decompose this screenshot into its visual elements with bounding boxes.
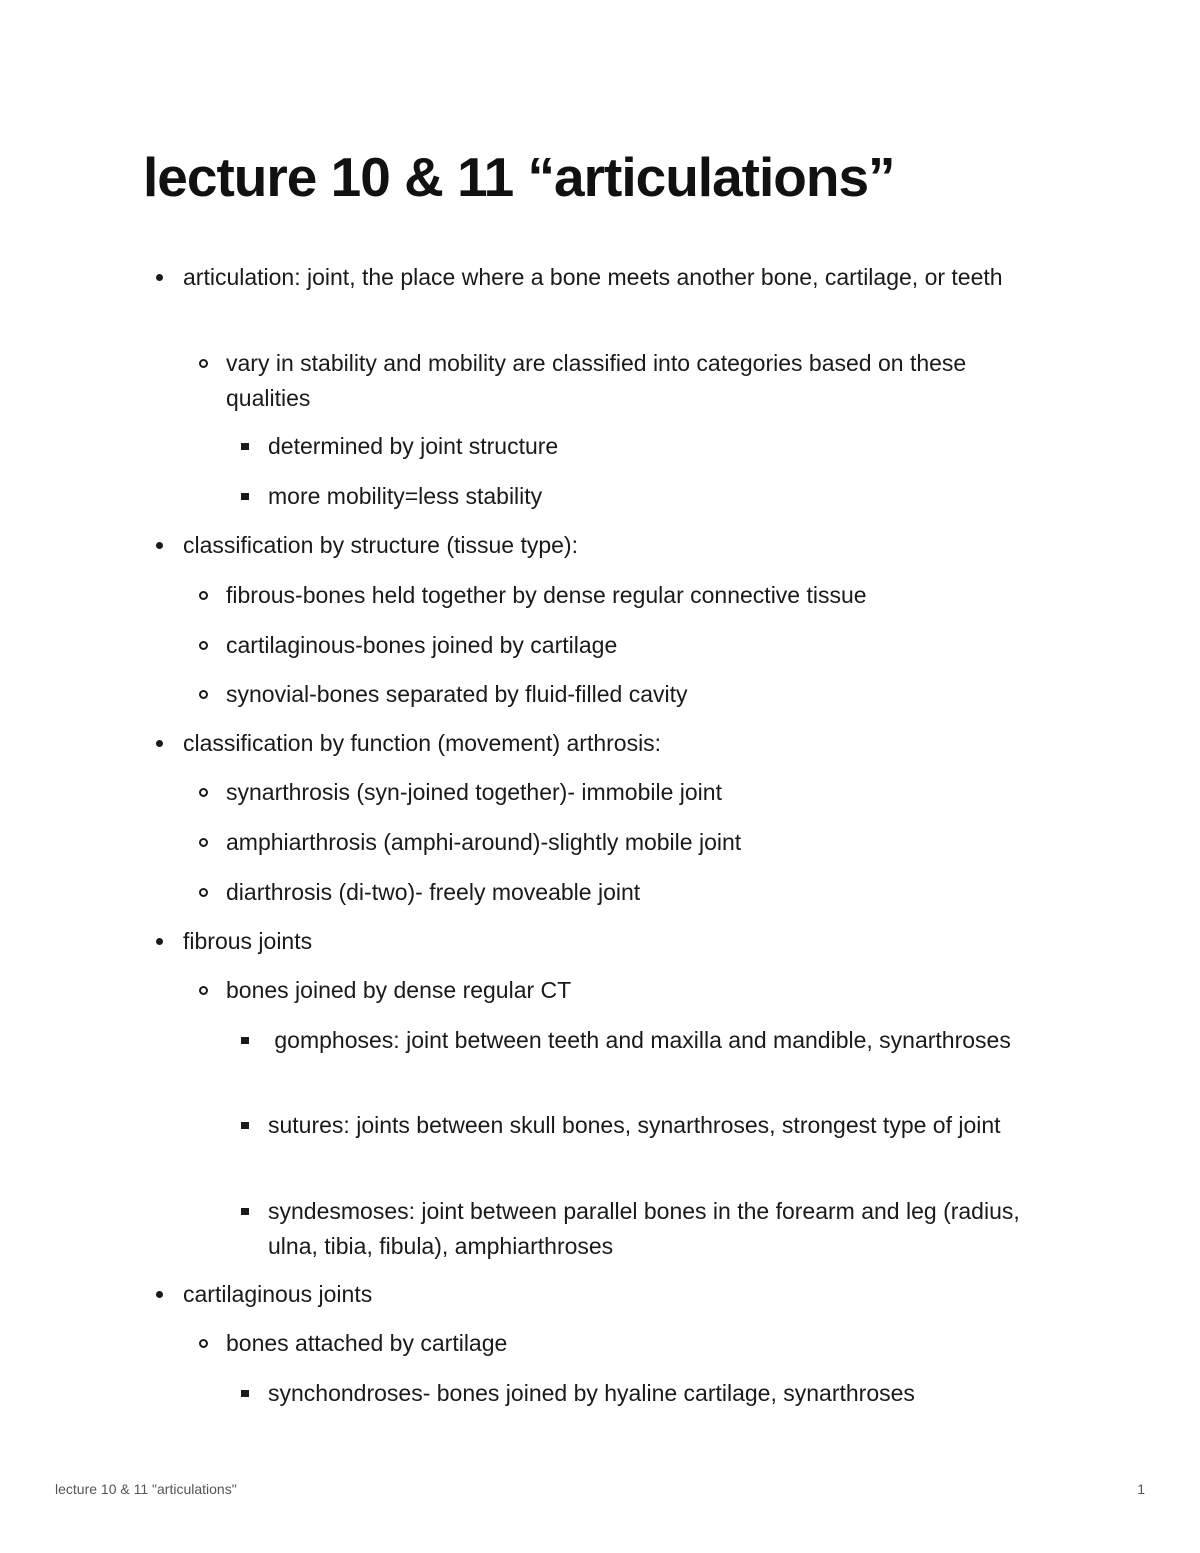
list-item-text: cartilaginous-bones joined by cartilage [226, 632, 618, 658]
bullet-circle-icon [199, 591, 208, 600]
bullet-disc-icon [156, 740, 163, 747]
bullet-square-icon [241, 493, 249, 500]
list-item [226, 628, 1056, 663]
list-item-text: vary in stability and mobility are classified into categories based on these qualities [226, 350, 967, 411]
bullet-circle-icon [199, 888, 208, 897]
page-title: lecture 10 & 11 “articulations” [143, 146, 895, 208]
page-number: 1 [1137, 1481, 1145, 1497]
list-item [226, 1326, 1056, 1361]
list-item-text: classification by function (movement) arthrosis: [183, 730, 662, 756]
bullet-disc-icon [156, 274, 163, 281]
bullet-disc-icon [156, 938, 163, 945]
bullet-square-icon [241, 1208, 249, 1215]
bullet-square-icon [241, 1122, 249, 1129]
list-item [183, 1277, 1053, 1312]
list-item-text: synchondroses- bones joined by hyaline cartilage, synarthroses [268, 1380, 915, 1406]
list-item-text: cartilaginous joints [183, 1281, 373, 1307]
list-item [226, 346, 1056, 416]
list-item-text: synovial-bones separated by fluid-filled cavity [226, 681, 688, 707]
list-item [183, 726, 1053, 761]
list-item-text: bones attached by cartilage [226, 1330, 508, 1356]
list-item [226, 973, 1056, 1008]
bullet-disc-icon [156, 1291, 163, 1298]
list-item-text: diarthrosis (di-two)- freely moveable joint [226, 879, 641, 905]
footer-title: lecture 10 & 11 "articulations" [55, 1481, 237, 1497]
list-item-text: sutures: joints between skull bones, synarthroses, strongest type of joint [268, 1112, 1001, 1138]
list-item [183, 260, 1053, 295]
list-item [226, 825, 1056, 860]
list-item [226, 875, 1056, 910]
list-item-text: synarthrosis (syn-joined together)- immobile joint [226, 779, 722, 805]
bullet-square-icon [241, 443, 249, 450]
list-item-text: more mobility=less stability [268, 483, 543, 509]
bullet-square-icon [241, 1037, 249, 1044]
list-item-text: classification by structure (tissue type): [183, 532, 578, 558]
list-item [226, 578, 1056, 613]
bullet-disc-icon [156, 542, 163, 549]
list-item [268, 1194, 1058, 1264]
list-item [268, 429, 1058, 464]
list-item [183, 924, 1053, 959]
bullet-circle-icon [199, 838, 208, 847]
list-item [226, 677, 1056, 712]
list-item-text: syndesmoses: joint between parallel bones in the forearm and leg (radius, ulna, tibia, fibula), amphiarthroses [268, 1198, 1020, 1259]
bullet-circle-icon [199, 359, 208, 368]
bullet-circle-icon [199, 641, 208, 650]
list-item-text: fibrous-bones held together by dense regular connective tissue [226, 582, 867, 608]
list-item-text: amphiarthrosis (amphi-around)-slightly mobile joint [226, 829, 742, 855]
list-item [226, 775, 1056, 810]
list-item [183, 528, 1053, 563]
bullet-circle-icon [199, 788, 208, 797]
list-item [268, 1023, 1058, 1058]
list-item [268, 1376, 1058, 1411]
list-item [268, 1108, 1058, 1143]
bullet-circle-icon [199, 1339, 208, 1348]
list-item-text: bones joined by dense regular CT [226, 977, 572, 1003]
list-item [268, 479, 1058, 514]
list-item-text: determined by joint structure [268, 433, 559, 459]
bullet-square-icon [241, 1390, 249, 1397]
list-item-text: gomphoses: joint between teeth and maxilla and mandible, synarthroses [268, 1027, 1011, 1053]
bullet-circle-icon [199, 986, 208, 995]
list-item-text: articulation: joint, the place where a bone meets another bone, cartilage, or teeth [183, 264, 1003, 290]
bullet-circle-icon [199, 690, 208, 699]
list-item-text: fibrous joints [183, 928, 313, 954]
